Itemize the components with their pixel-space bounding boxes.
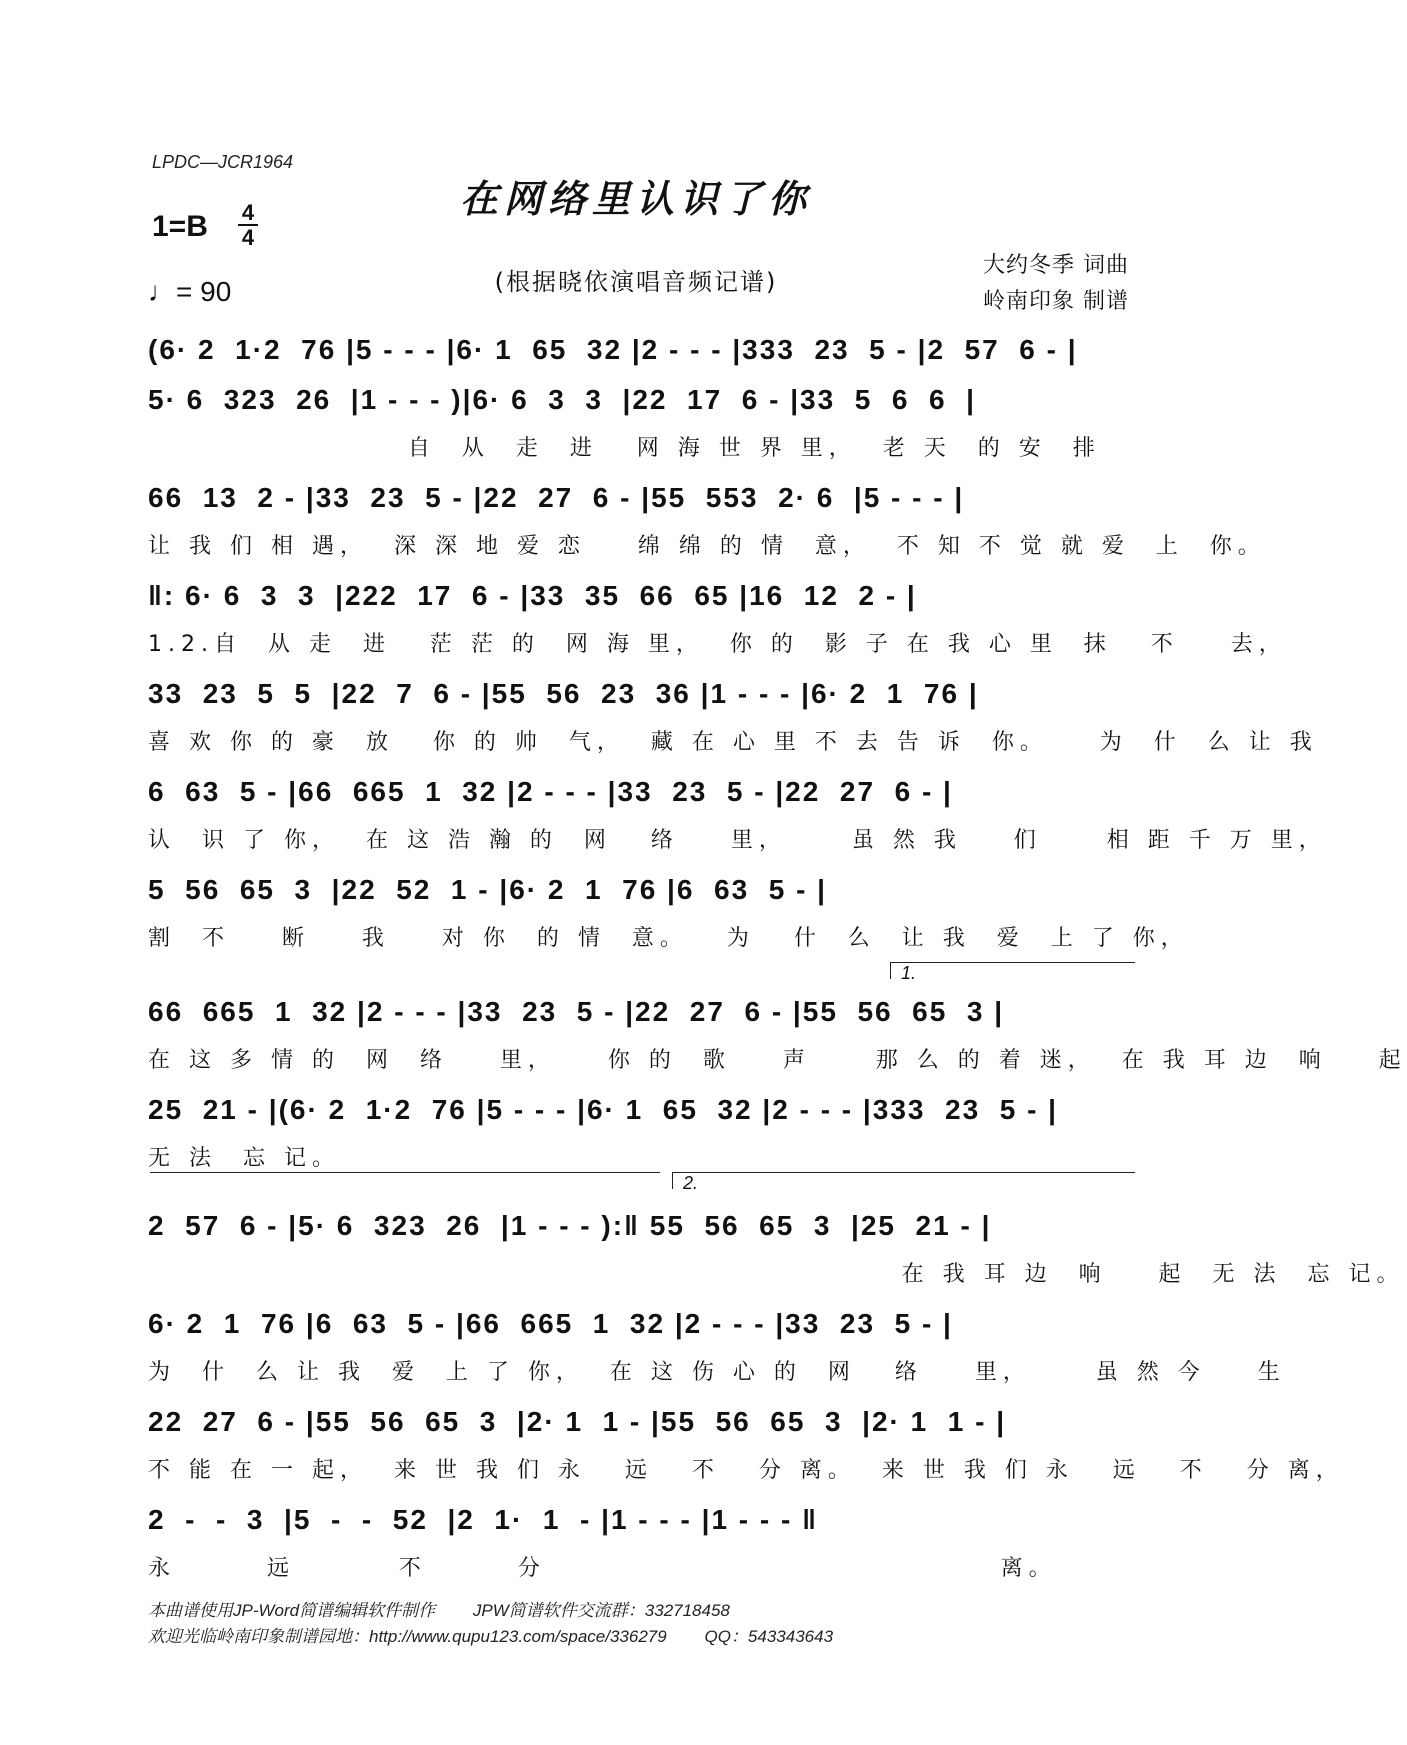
notation-line-8: 66 665 1 32 |2 - - - |33 23 5 - |22 27 6 - |55 56 65 3 | [148, 996, 1005, 1027]
time-signature [238, 202, 258, 248]
lyric-line-6: 认 识 了 你， 在 这 浩 瀚 的 网 络 里， 虽 然 我 们 相 距 千 万 里， [148, 828, 1327, 853]
tempo-marking: ♩= 90 [148, 276, 232, 307]
song-title: 在网络里认识了你 [459, 176, 812, 221]
notation-line-7: 5 56 65 3 |22 52 1 - |6· 2 1 76 |6 63 5 - | [148, 874, 828, 905]
lyric-line-4: 1.2.自 从 走 进 茫 茫 的 网 海 里， 你 的 影 子 在 我 心 里 抹 不 去， [148, 632, 1287, 657]
volta-second-label: 2. [683, 1173, 699, 1193]
key-signature: 1=B [152, 210, 208, 243]
time-signature-bottom: 4 [241, 225, 255, 250]
notation-line-10: 2 57 6 - |5· 6 323 26 |1 - - - ):‖ 55 56 65 3 |25 21 - | [148, 1210, 992, 1241]
lyric-line-9: 无 法 忘 记。 [148, 1146, 340, 1171]
notation-line-2: 5· 6 323 26 |1 - - - )|6· 6 3 3 |22 17 6 - |33 5 6 6 | [148, 384, 976, 415]
notation-line-13: 2 - - 3 |5 - - 52 |2 1· 1 - |1 - - - |1 - - - ‖ [148, 1504, 819, 1535]
volta-first-ending [890, 962, 1135, 983]
lyric-line-7: 割 不 断 我 对 你 的 情 意。 为 什 么 让 我 爱 上 了 你， [148, 926, 1189, 951]
notation-line-12: 22 27 6 - |55 56 65 3 |2· 1 1 - |55 56 65 3 |2· 1 1 - | [148, 1406, 1007, 1437]
footer-software-line: 本曲谱使用JP-Word简谱编辑软件制作 JPW简谱软件交流群：332718458 [148, 1601, 730, 1620]
lyric-line-2: 自 从 走 进 网 海 世 界 里， 老 天 的 安 排 [148, 436, 1101, 461]
lyric-line-3: 让 我 们 相 遇， 深 深 地 爱 恋 绵 绵 的 情 意， 不 知 不 觉 就 爱 上 你。 [148, 534, 1266, 559]
time-signature-top: 4 [241, 200, 255, 225]
notation-line-6: 6 63 5 - |66 665 1 32 |2 - - - |33 23 5 - |22 27 6 - | [148, 776, 953, 807]
volta-first-label: 1. [901, 963, 917, 983]
notation-line-4: ‖: 6· 6 3 3 |222 17 6 - |33 35 66 65 |16 12 2 - | [148, 580, 917, 611]
lyric-line-11: 为 什 么 让 我 爱 上 了 你， 在 这 伤 心 的 网 络 里， 虽 然 今 生 [148, 1360, 1286, 1385]
notation-line-1: (6· 2 1·2 76 |5 - - - |6· 1 65 32 |2 - - - |333 23 5 - |2 57 6 - | [148, 334, 1078, 365]
lyric-line-13: 永 远 不 分 离。 [148, 1556, 1057, 1581]
notation-line-11: 6· 2 1 76 |6 63 5 - |66 665 1 32 |2 - - - |33 23 5 - | [148, 1308, 953, 1339]
volta-second-ending [672, 1172, 1135, 1193]
credit-score-maker: 岭南印象 制谱 [983, 289, 1129, 314]
notation-line-5: 33 23 5 5 |22 7 6 - |55 56 23 36 |1 - - - |6· 2 1 76 | [148, 678, 979, 709]
footer-contact-line: 欢迎光临岭南印象制谱园地：http://www.qupu123.com/space/336279 QQ：543343643 [148, 1627, 834, 1646]
lyric-line-5: 喜 欢 你 的 豪 放 你 的 帅 气， 藏 在 心 里 不 去 告 诉 你。 为 什 么 让 我 [148, 730, 1318, 755]
credit-words-music: 大约冬季 词曲 [983, 253, 1129, 278]
lyric-line-8: 在 这 多 情 的 网 络 里， 你 的 歌 声 那 么 的 着 迷， 在 我 耳 边 响 起 [148, 1048, 1407, 1073]
notation-line-3: 66 13 2 - |33 23 5 - |22 27 6 - |55 553 2· 6 |5 - - - | [148, 482, 965, 513]
lyric-line-12: 不 能 在 一 起， 来 世 我 们 永 远 不 分 离。 来 世 我 们 永 远 不 分 离， [148, 1458, 1344, 1483]
lyric-line-10: 在 我 耳 边 响 起 无 法 忘 记。 [148, 1262, 1405, 1287]
notation-line-9: 25 21 - |(6· 2 1·2 76 |5 - - - |6· 1 65 32 |2 - - - |333 23 5 - | [148, 1094, 1059, 1125]
score-code: LPDC—JCR1964 [152, 152, 294, 172]
volta-first-ending-continued [150, 1172, 660, 1189]
subtitle: (根据晓依演唱音频记谱) [494, 268, 778, 296]
